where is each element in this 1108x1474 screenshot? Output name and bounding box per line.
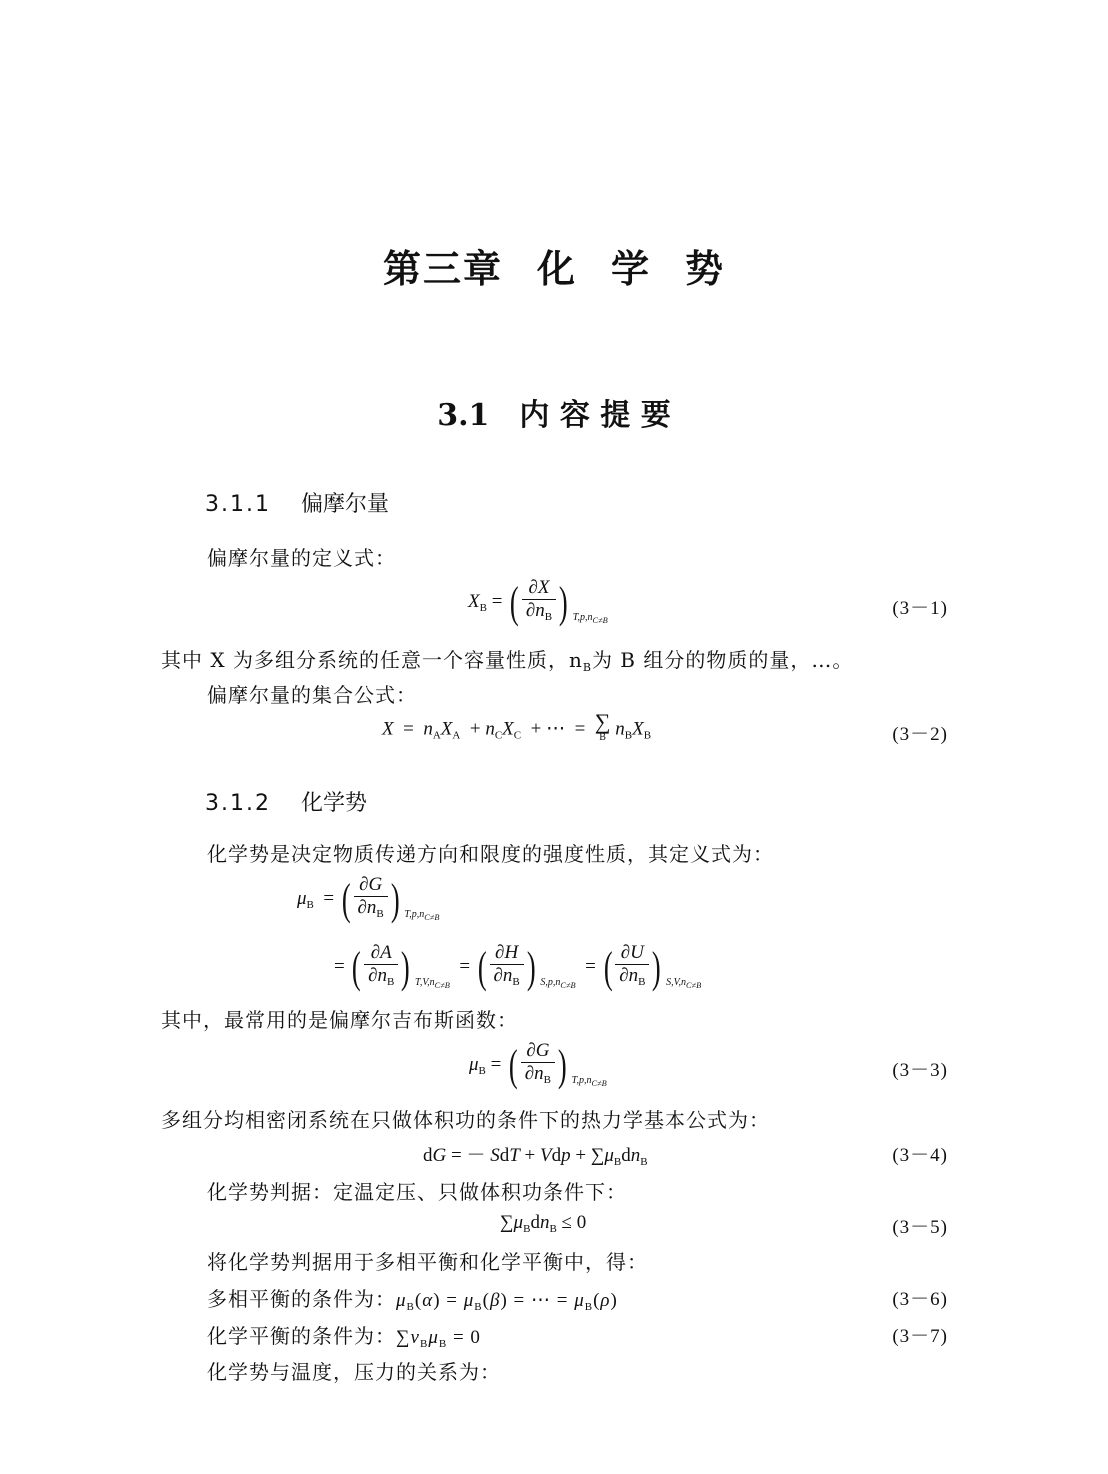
- equation-number: (3－1): [892, 598, 948, 619]
- section-number: 3.1: [437, 398, 490, 433]
- paragraph: 化学势与温度，压力的关系为：: [207, 1360, 501, 1384]
- text-segment: 多相平衡的条件为：: [207, 1287, 396, 1311]
- paragraph: 化学势判据：定温定压、只做体积功条件下：: [207, 1180, 627, 1204]
- equation-number: (3－6): [892, 1289, 948, 1310]
- equation-mu-definition-2: = ( $\frac{\partial A}{\partial n_B}$ ) $_{T,V,n_{C\ne B}}$ = ( $\frac{\partial H}{\partial n_B}$ ) $_{S,p,n_{C\ne B}}$ = ( $\frac{\partial U}{\partial n_B}$ ) $_{S,V,n_{C\ne B}}$: [334, 942, 702, 992]
- equation-3-6: 多相平衡的条件为：$\mu_B(\alpha) = \mu_B(\beta)$ = ⋯ = $\mu_B(\rho)$: [207, 1287, 618, 1313]
- paragraph: 偏摩尔量的集合公式：: [207, 683, 417, 707]
- chapter-label: 第三章: [382, 247, 503, 291]
- chapter-char-2: 学: [611, 247, 652, 291]
- equation-number: (3－7): [892, 1326, 948, 1347]
- subsection-title: 化学势: [301, 791, 368, 816]
- subsection-heading-1: [205, 487, 389, 518]
- equation-3-7: 化学平衡的条件为：$\sum\nu_B\mu_B = 0$: [207, 1324, 481, 1350]
- section-title: [0, 390, 1108, 434]
- section-text: 内 容 提 要: [519, 398, 671, 433]
- equation-3-2: $X = n_AX_A + n_CX_C$ + ⋯ = ∑ B $n_BX_B$: [382, 709, 652, 743]
- paragraph: 多组分均相密闭系统在只做体积功的条件下的热力学基本公式为：: [161, 1108, 770, 1132]
- text-segment: 为 B 组分的物质的量，…。: [591, 648, 854, 672]
- equation-mu-definition-1: $\mu_B$ = ( $\frac{\partial G}{\partial n_B}$ ) $_{T,p,n_{C\ne B}}$: [297, 874, 440, 924]
- subsection-title: 偏摩尔量: [301, 492, 390, 517]
- equation-number: (3－4): [892, 1145, 948, 1166]
- chapter-char-1: 化: [536, 247, 577, 291]
- paragraph: 其中，最常用的是偏摩尔吉布斯函数：: [161, 1008, 518, 1032]
- chapter-char-3: 势: [685, 247, 726, 291]
- subsection-number: 3.1.1: [205, 492, 271, 517]
- subsection-number: 3.1.2: [205, 791, 271, 816]
- equation-3-5: $\sum\mu_Bdn_B \le 0$: [500, 1212, 587, 1235]
- equation-3-4: dG = － SdT + Vdp + $\sum\mu_Bdn_B$: [423, 1145, 648, 1168]
- paragraph: 偏摩尔量的定义式：: [207, 546, 396, 570]
- paragraph: 将化学势判据用于多相平衡和化学平衡中，得：: [207, 1250, 648, 1274]
- text-segment: 其中 X 为多组分系统的任意一个容量性质，n: [161, 648, 583, 672]
- equation-number: (3－2): [892, 724, 948, 745]
- equation-3-1: $X_B$ = ( $\frac{\partial X}{\partial n_B}$ ) $_{T,p,n_{C\ne B}}$: [468, 577, 608, 627]
- paragraph: 其中 X 为多组分系统的任意一个容量性质，$n_B$为 B 组分的物质的量，…。: [161, 648, 854, 674]
- equation-number: (3－3): [892, 1060, 948, 1081]
- paragraph: 化学势是决定物质传递方向和限度的强度性质，其定义式为：: [207, 842, 774, 866]
- subsection-heading-2: [205, 786, 367, 817]
- equation-3-3: $\mu_B$ = ( $\frac{\partial G}{\partial n_B}$ ) $_{T,p,n_{C\ne B}}$: [469, 1040, 607, 1090]
- text-segment: 化学平衡的条件为：: [207, 1324, 396, 1348]
- chapter-title: [0, 238, 1108, 293]
- equation-number: (3－5): [892, 1217, 948, 1238]
